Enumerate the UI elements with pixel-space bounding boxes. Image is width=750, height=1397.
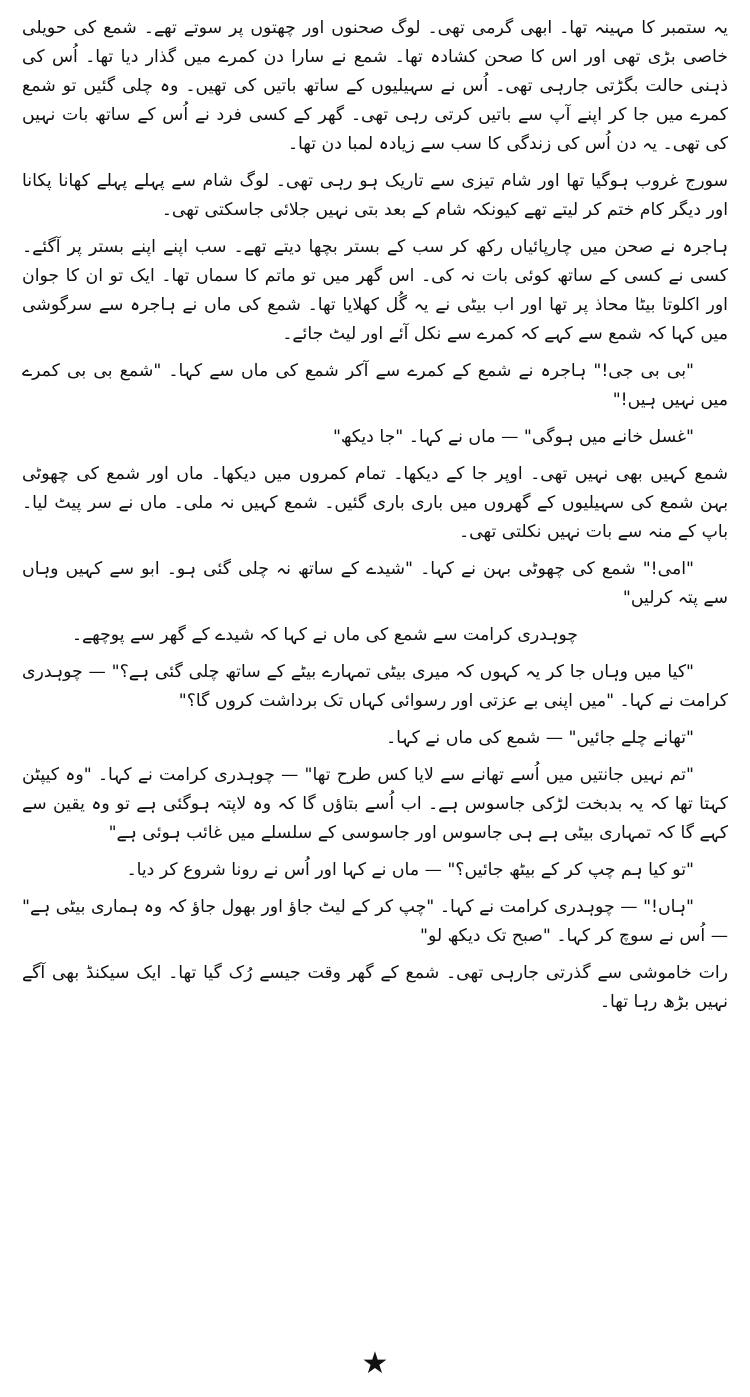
paragraph-captain-spy: "تم نہیں جانتیں میں اُسے تھانے سے لایا کس طرح تھا" — چوہدری کرامت نے کہا۔ "وہ کیپٹن کہتا تھا کہ یہ بدبخت لڑکی جاسوس ہے۔ اب اُسے بتاؤں گا کہ وہ لاپتہ ہوگئی ہے تو وہ یقین سے کہے گا کہ تمہاری بیٹی ہے ہی جاسوس اور جاسوسی کے سلسلے میں غائب ہوئی ہے" (22, 765, 728, 843)
section-end-star-icon: ★ (361, 1346, 389, 1381)
paragraph-september-night: یہ ستمبر کا مہینہ تھا۔ ابھی گرمی تھی۔ لوگ صحنوں اور چھتوں پر سوتے تھے۔ شمع کی حویلی خاصی بڑی تھی اور اس کا صحن کشادہ تھا۔ شمع نے سارا دن کمرے میں گذار دیا تھا۔ اُس کی ذہنی حالت بگڑتی جارہی تھی۔ اُس نے سہیلیوں کے ساتھ باتیں کی تھیں۔ وہ چلی گئیں تو شمع کمرے میں جا کر اپنے آپ سے باتیں کرتی رہی تھی۔ گھر کے کسی فرد نے اُس کے ساتھ بات نہیں کی تھی۔ یہ دن اُس کی زندگی کا سب سے زیادہ لمبا دن تھا۔ (22, 18, 728, 154)
paragraph-mother-cries: "تو کیا ہم چپ کر کے بیٹھ جائیں؟" — ماں نے کہا اور اُس نے رونا شروع کر دیا۔ (126, 860, 694, 880)
paragraph-police-station: "تھانے چلے جائیں" — شمع کی ماں نے کہا۔ (386, 728, 694, 748)
paragraph-night-passes: رات خاموشی سے گذرتی جارہی تھی۔ شمع کے گھر وقت جیسے رُک گیا تھا۔ ایک سیکنڈ بھی آگے نہیں بڑھ رہا تھا۔ (22, 963, 728, 1012)
paragraph-forget-her: "ہاں!" — چوہدری کرامت نے کہا۔ "چپ کر کے لیٹ جاؤ اور بھول جاؤ کہ وہ ہماری بیٹی ہے" — اُس نے سوچ کر کہا۔ "صبح تک دیکھ لو" (22, 897, 728, 946)
paragraph-bathroom: "غسل خانے میں ہوگی" — ماں نے کہا۔ "جا دیکھ" (332, 427, 694, 447)
paragraph-search: شمع کہیں بھی نہیں تھی۔ اوپر جا کے دیکھا۔ تمام کمروں میں دیکھا۔ ماں اور شمع کی چھوٹی بہن شمع کی سہیلیوں کے گھروں میں باری باری گئیں۔ شمع کہیں نہ ملی۔ ماں نے سر پیٹ لیا۔ باپ کے منہ سے بات نہیں نکلتی تھی۔ (22, 464, 728, 542)
paragraph-sunset: سورج غروب ہوگیا تھا اور شام تیزی سے تاریک ہو رہی تھی۔ لوگ شام سے پہلے پہلے کھانا پکانا اور دیگر کام ختم کر لیتے تھے کیونکہ شام کے بعد بتی نہیں جلائی جاسکتی تھی۔ (22, 171, 728, 220)
paragraph-karamat-refuses: "کیا میں وہاں جا کر یہ کہوں کہ میری بیٹی تمہارے بیٹے کے ساتھ چلی گئی ہے؟" — چوہدری کرامت نے کہا۔ "میں اپنی بے عزتی اور رسوائی کہاں تک برداشت کروں گا؟" (22, 662, 728, 711)
paragraph-hajra-report: "بی بی جی!" ہاجرہ نے شمع کے کمرے سے آکر شمع کی ماں سے کہا۔ "شمع بی بی کمرے میں نہیں ہیں!" (22, 361, 728, 410)
paragraph-beds-in-courtyard: ہاجرہ نے صحن میں چارپائیاں رکھ کر سب کے بستر بچھا دیتے تھے۔ سب اپنے اپنے بستر پر آگئے۔ کسی نے کسی کے ساتھ کوئی بات نہ کی۔ اس گھر میں تو ماتم کا سماں تھا۔ ایک تو ان کا جوان اور اکلوتا بیٹا محاذ پر تھا اور اب بیٹی نے یہ گُل کھلایا تھا۔ شمع کی ماں نے ہاجرہ سے سرگوشی میں کہا کہ شمع سے کہے کہ کمرے سے نکل آئے اور لیٹ جائے۔ (22, 237, 728, 344)
paragraph-ask-shida-house: چوہدری کرامت سے شمع کی ماں نے کہا کہ شیدے کے گھر سے پوچھے۔ (71, 625, 578, 645)
paragraph-younger-sister: "امی!" شمع کی چھوٹی بہن نے کہا۔ "شیدے کے ساتھ نہ چلی گئی ہو۔ ابو سے کہیں وہاں سے پتہ کرلیں" (22, 559, 728, 608)
novel-page (22, 14, 728, 1379)
